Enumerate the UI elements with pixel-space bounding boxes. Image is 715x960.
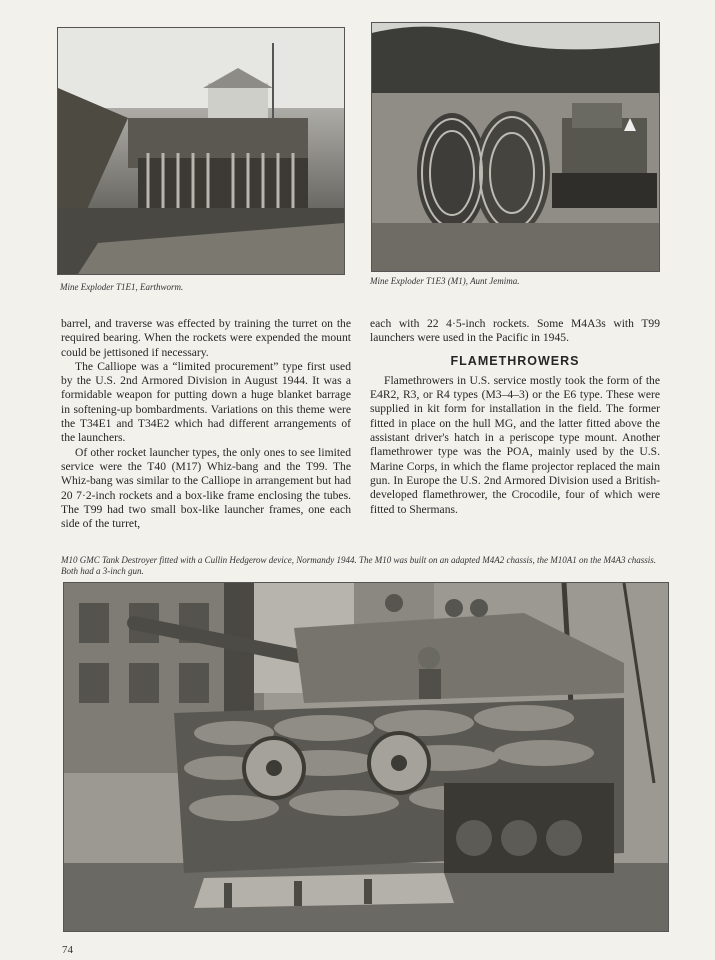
tank-photo-icon (64, 583, 668, 931)
photo-caption: Mine Exploder T1E1, Earthworm. (60, 282, 184, 292)
section-heading: FLAMETHROWERS (450, 353, 580, 368)
photo-earthworm (57, 27, 345, 275)
paragraph: Flamethrowers in U.S. service mostly took the form of the E4R2, R3, or R4 types (M3–4–3) or the E6 type. These were supplied in kit form for installation in the field. The former fitted in place on the hull MG, and the latter fitted above the assistant driver's hatch in a periscope type mount. Another flamethrower type was the POA, mainly used by the U.S. Marine Corps, in which the flame projector replaced the main gun. In Europe the U.S. 2nd Armored Division used a British-developed flamethrower, the Crocodile, four of which were fitted to Shermans. (370, 373, 660, 516)
paragraph: each with 22 4·5-inch rockets. Some M4A3s with T99 launchers were used in the Pacific in 1945. (370, 317, 660, 345)
right-column (370, 317, 660, 517)
left-column (61, 317, 351, 531)
tank-photo-icon (372, 23, 659, 271)
paragraph: The Calliope was a “limited procurement” type first used by the U.S. 2nd Armored Division in August 1944. It was a formidable weapon for putting down a huge blanket barrage in softening-up bombardments. Variations on this theme were the T34E1 and T34E2 which had different arrangements of the launchers. (61, 359, 351, 445)
photo-caption: Mine Exploder T1E3 (M1), Aunt Jemima. (370, 276, 520, 286)
paragraph: barrel, and traverse was effected by training the turret on the required bearing. When the rockets were expended the mount could be jettisoned if necessary. (61, 317, 351, 359)
page-number: 74 (62, 944, 73, 956)
photo-m10-tank-destroyer (63, 582, 669, 932)
photo-aunt-jemima (371, 22, 660, 272)
photo-caption: M10 GMC Tank Destroyer fitted with a Cullin Hedgerow device, Normandy 1944. The M10 was built on an adapted M4A2 chassis, the M10A1 on the M4A3 chassis. Both had a 3-inch gun. (61, 555, 656, 576)
tank-photo-icon (58, 28, 344, 274)
paragraph: Of other rocket launcher types, the only ones to see limited service were the T40 (M17) Whiz-bang and the T99. The Whiz-bang was similar to the Calliope in arrangement but had 20 7·2-inch rockets and a box-like frame enclosing the tubes. The T99 had two small box-like launcher frames, one each side of the turret, (61, 445, 351, 531)
